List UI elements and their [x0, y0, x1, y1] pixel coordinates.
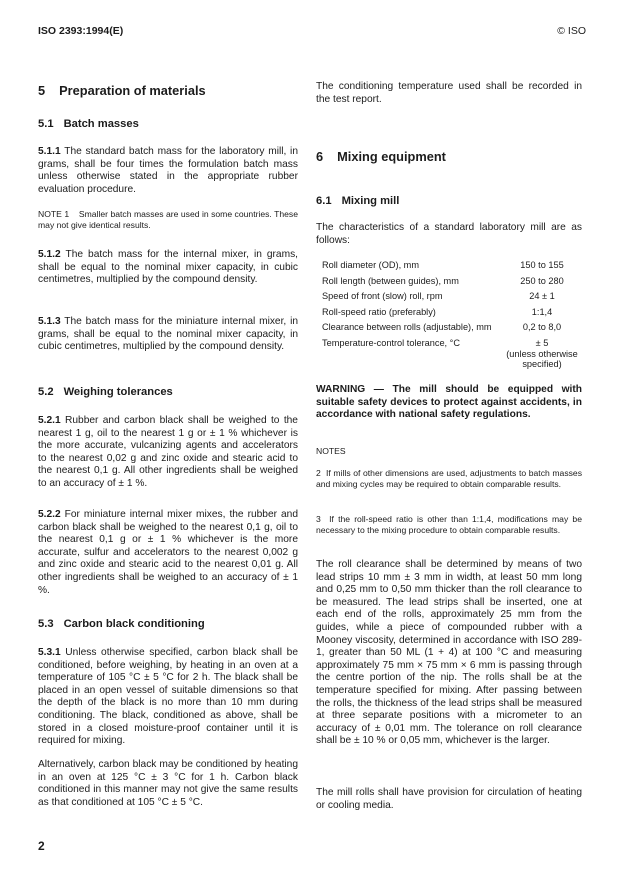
clause-5-2-1 [38, 415, 298, 491]
subsection-5-2-heading [38, 386, 298, 398]
spec-row [316, 322, 582, 338]
note-number: 2 [316, 468, 321, 478]
clause-number: 5.3.1 [38, 647, 61, 658]
subsection-6-1-heading [316, 195, 582, 207]
section-6-heading [316, 149, 582, 164]
spec-value-main: ± 5 [535, 337, 549, 348]
clause-5-3-1 [38, 647, 298, 748]
paragraph-text: The characteristics of a standard laboratory mill are as follows: [316, 222, 582, 246]
note-number: 3 [316, 514, 321, 524]
running-header-copyright: © ISO [557, 25, 586, 37]
subsection-number: 5.1 [38, 118, 54, 130]
subsection-title: Mixing mill [341, 195, 400, 207]
paragraph-text: The conditioning temperature used shall be recorded in the test report. [316, 81, 582, 105]
subsection-number: 5.2 [38, 386, 54, 398]
notes-heading [316, 446, 582, 457]
spec-label: Roll length (between guides), mm [322, 275, 459, 286]
clause-5-2-2 [38, 509, 298, 597]
clause-text: Rubber and carbon black shall be weighed to the nearest 1 g, oil to the nearest 1 g or ± 1 % whichever is the more accurate, vulcanizing agents and accelerators to the nearest 0,02 g and zinc oxide and stearic acid to the nearest 0,1 g. All other ingredients shall be weighed to an accuracy of ± 1 %. [38, 415, 298, 489]
clause-text: For miniature internal mixer mixes, the rubber and carbon black shall be weighed to the nearest 0,1 g, oil to the nearest 0,1 g or ± 1 % whichever is the more accurate, sulfur and accelerators to the nearest 0,002 g and zinc oxide and stearic acid to the nearest 0,01 g. All other ingredients shall be weighed to an accuracy of ± 1 %. [38, 509, 298, 596]
mill-spec-table [316, 260, 582, 374]
section-number: 6 [316, 149, 324, 164]
spec-value [502, 338, 582, 375]
spec-value: 250 to 280 [520, 275, 564, 286]
spec-value-qualifier: (unless otherwise specified) [506, 348, 578, 369]
spec-row [316, 276, 582, 292]
section-5-heading [38, 83, 298, 98]
paragraph-text: The mill rolls shall have provision for circulation of heating or cooling media. [316, 787, 582, 811]
spec-row [316, 260, 582, 276]
clause-number: 5.1.1 [38, 146, 61, 157]
heating-paragraph [316, 787, 582, 812]
running-header-standard: ISO 2393:1994(E) [38, 25, 124, 37]
subsection-title: Weighing tolerances [63, 386, 173, 398]
notes-heading-text: NOTES [316, 446, 346, 456]
spec-row [316, 291, 582, 307]
note-1 [38, 209, 298, 231]
subsection-5-1-heading [38, 118, 298, 130]
roll-clearance-paragraph [316, 559, 582, 748]
subsection-5-3-heading [38, 618, 298, 630]
spec-label: Roll-speed ratio (preferably) [322, 306, 436, 317]
clause-text: Unless otherwise specified, carbon black shall be conditioned, before weighing, by heating in an oven at a temperature of 105 °C ± 5 °C for 2 h. The black shall be placed in an open vessel of suitable dimensions so that the depth of the black is no more than 10 mm during conditioning. The black, conditioned as above, shall be stored in a closed moisture-proof container until it is required for mixing. [38, 647, 298, 747]
clause-number: 5.1.3 [38, 316, 61, 327]
mill-characteristics-intro [316, 222, 582, 247]
continued-paragraph [316, 81, 582, 106]
clause-number: 5.2.1 [38, 415, 61, 426]
note-2 [316, 468, 582, 490]
subsection-number: 6.1 [316, 195, 332, 207]
spec-label: Clearance between rolls (adjustable), mm [322, 322, 492, 332]
note-label: NOTE 1 [38, 209, 70, 219]
clause-number: 5.2.2 [38, 509, 61, 520]
clause-text: The batch mass for the internal mixer, in grams, shall be equal to the nominal mixer capacity, in cubic centimetres, multiplied by the compound density. [38, 249, 299, 286]
clause-number: 5.1.2 [38, 249, 61, 260]
paragraph-text: The roll clearance shall be determined by means of two lead strips 10 mm ± 3 mm in width, at least 50 mm long and 0,25 mm to 0,50 mm thicker than the roll clearance to be measured. The lead strips shall be inserted, one at each end of the rolls, approximately 25 mm from the guides, while a piece of compounded rubber with a Mooney viscosity, determined in accordance with ISO 289-1, greater than 50 ML (1 + 4) at 100 °C and measuring approximately 75 mm × 75 mm × 6 mm is passing through the centre portion of the nip. The rolls shall be at the temperature specified for mixing. After passing between the rolls, the thickness of the lead strips shall be measured at three separate positions with a micrometer to an accuracy of ± 0,01 mm. The tolerance on roll clearance shall be ± 10 % or 0,05 mm, whichever is the larger. [316, 559, 582, 747]
clause-5-1-2 [38, 249, 298, 287]
section-title: Mixing equipment [337, 149, 446, 164]
spec-value: 150 to 155 [520, 260, 564, 270]
subsection-title: Carbon black conditioning [63, 618, 205, 630]
spec-value: 0,2 to 8,0 [522, 322, 562, 332]
clause-text: The standard batch mass for the laboratory mill, in grams, shall be four times the formulation batch mass unless otherwise stated in the appropriate rubber evaluation procedure. [38, 146, 298, 195]
clause-5-3-2 [38, 759, 298, 809]
clause-5-1-3 [38, 316, 298, 354]
spec-row [316, 307, 582, 323]
spec-value: 24 ± 1 [529, 291, 555, 301]
note-text: Smaller batch masses are used in some countries. These may not give identical results. [38, 209, 298, 231]
safety-warning [316, 384, 582, 422]
clause-text: Alternatively, carbon black may be conditioned by heating in an oven at 125 °C ± 3 °C for 1 h. Carbon black conditioned in this manner may not give the same results as that conditioned at 105 °C ± 5 °C. [38, 759, 298, 808]
spec-label: Speed of front (slow) roll, rpm [322, 291, 443, 301]
note-3 [316, 514, 582, 536]
spec-label: Roll diameter (OD), mm [322, 260, 419, 270]
page-number: 2 [38, 839, 45, 853]
note-text: If mills of other dimensions are used, adjustments to batch masses and mixing cycles may be required to obtain comparable results. [316, 468, 582, 490]
clause-text: The batch mass for the miniature internal mixer, in grams, shall be equal to the nominal mixer capacity, in cubic centimetres, multiplied by the compound density. [38, 316, 298, 353]
spec-value: 1:1,4 [531, 306, 553, 317]
subsection-title: Batch masses [63, 118, 139, 130]
spec-label: Temperature-control tolerance, °C [322, 337, 460, 348]
spec-row [316, 338, 582, 375]
subsection-number: 5.3 [38, 618, 54, 630]
section-title: Preparation of materials [59, 83, 206, 98]
note-text: If the roll-speed ratio is other than 1:1,4, modifications may be necessary to the mixing procedure to obtain comparable results. [316, 514, 582, 536]
section-number: 5 [38, 83, 46, 98]
clause-5-1-1 [38, 146, 298, 196]
warning-text: WARNING — The mill should be equipped with suitable safety devices to protect against accidents, in accordance with national safety regulations. [316, 384, 582, 421]
